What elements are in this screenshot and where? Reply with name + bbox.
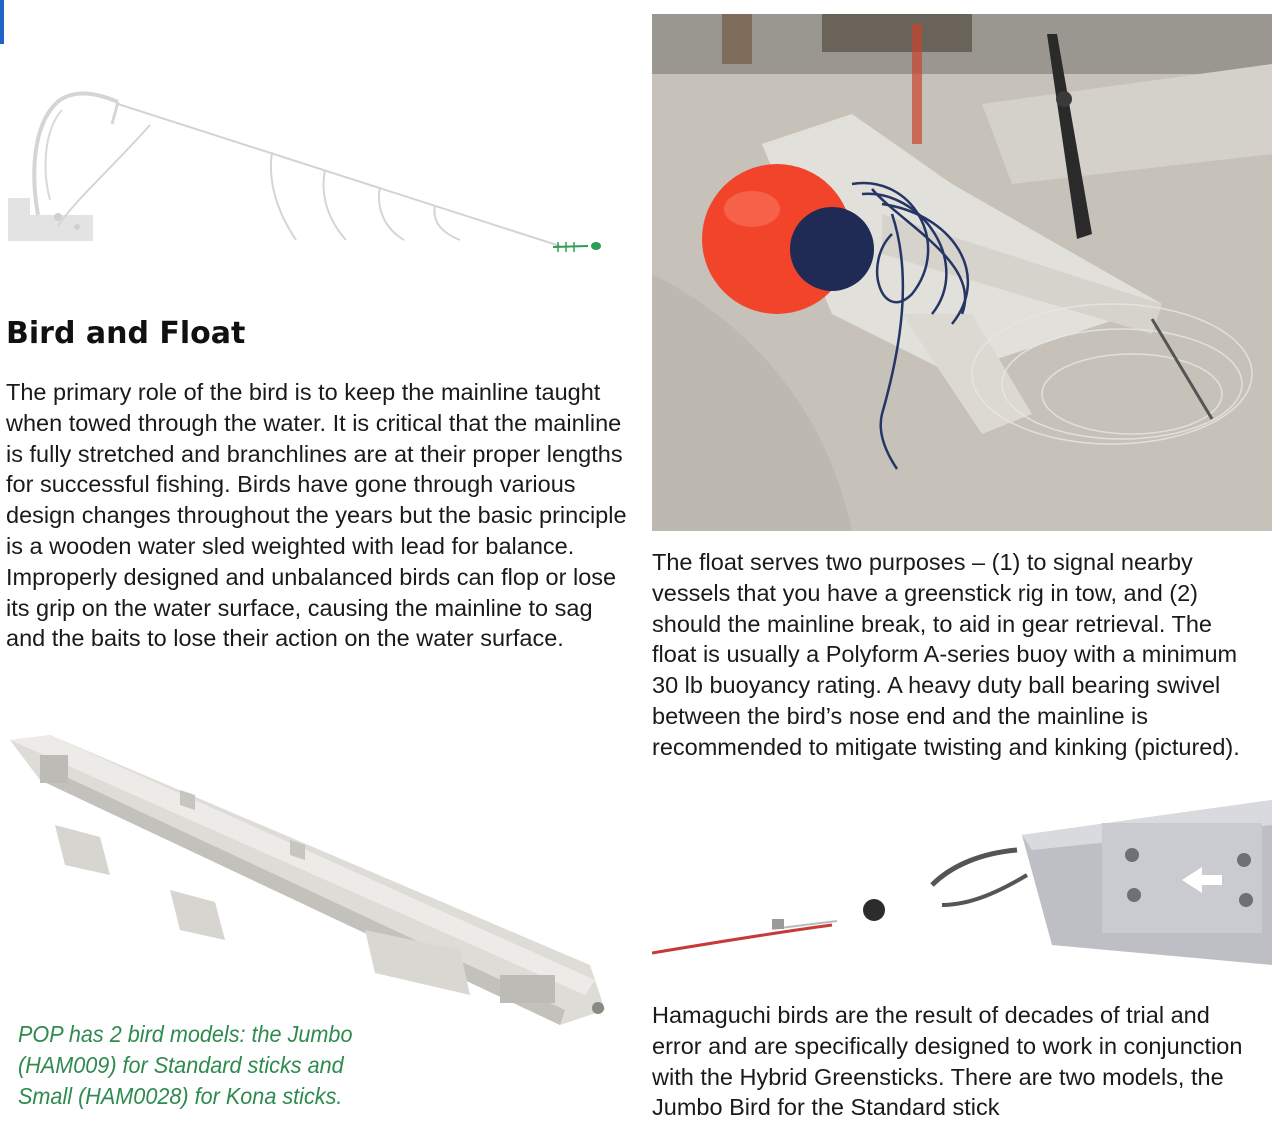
hamaguchi-paragraph: Hamaguchi birds are the result of decades of trial and error and are specifically designed to work in conjunction with the Hybrid Greensticks. There are two models, the Jumbo Bird for the Standard stick bbox=[652, 1002, 1243, 1121]
section-heading: Bird and Float bbox=[6, 316, 246, 351]
greenstick-rig-diagram bbox=[0, 80, 620, 280]
branchlines bbox=[271, 152, 460, 240]
bird-model-photo bbox=[0, 725, 635, 1030]
mainline bbox=[118, 104, 560, 246]
blue-edge-marker bbox=[0, 0, 4, 44]
swivel-closeup-photo bbox=[652, 795, 1272, 980]
float-description-paragraph: The float serves two purposes – (1) to signal nearby vessels that you have a greenstick rig in tow, and (2) should the mainline break, to aid in gear retrieval. The float is usually a Polyform A-series buoy with a minimum 30 lb buoyancy rating. A heavy duty ball bearing swivel between the bird’s nose end and the mainline is recommended to mitigate twisting and kinking (pictured). bbox=[652, 549, 1240, 760]
float-and-bird-on-deck-photo bbox=[652, 14, 1272, 531]
bird-description-paragraph: The primary role of the bird is to keep the mainline taught when towed through the water. It is critical that the mainline is fully stretched and branchlines are at their proper lengths for successful fishing. Birds have gone through various design changes throughout the years but the basic principle is a wooden water sled weighted with lead for balance. Improperly designed and unbalanced birds can flop or lose its grip on the water surface, causing the mainline to sag and the baits to lose their action on the water surface. bbox=[6, 379, 627, 652]
boat-stern-illustration bbox=[8, 93, 150, 241]
bird-and-float-marker bbox=[553, 242, 601, 252]
bird-models-caption: POP has 2 bird models: the Jumbo (HAM009) for Standard sticks and Small (HAM0028) for Kona sticks. bbox=[18, 1021, 353, 1109]
